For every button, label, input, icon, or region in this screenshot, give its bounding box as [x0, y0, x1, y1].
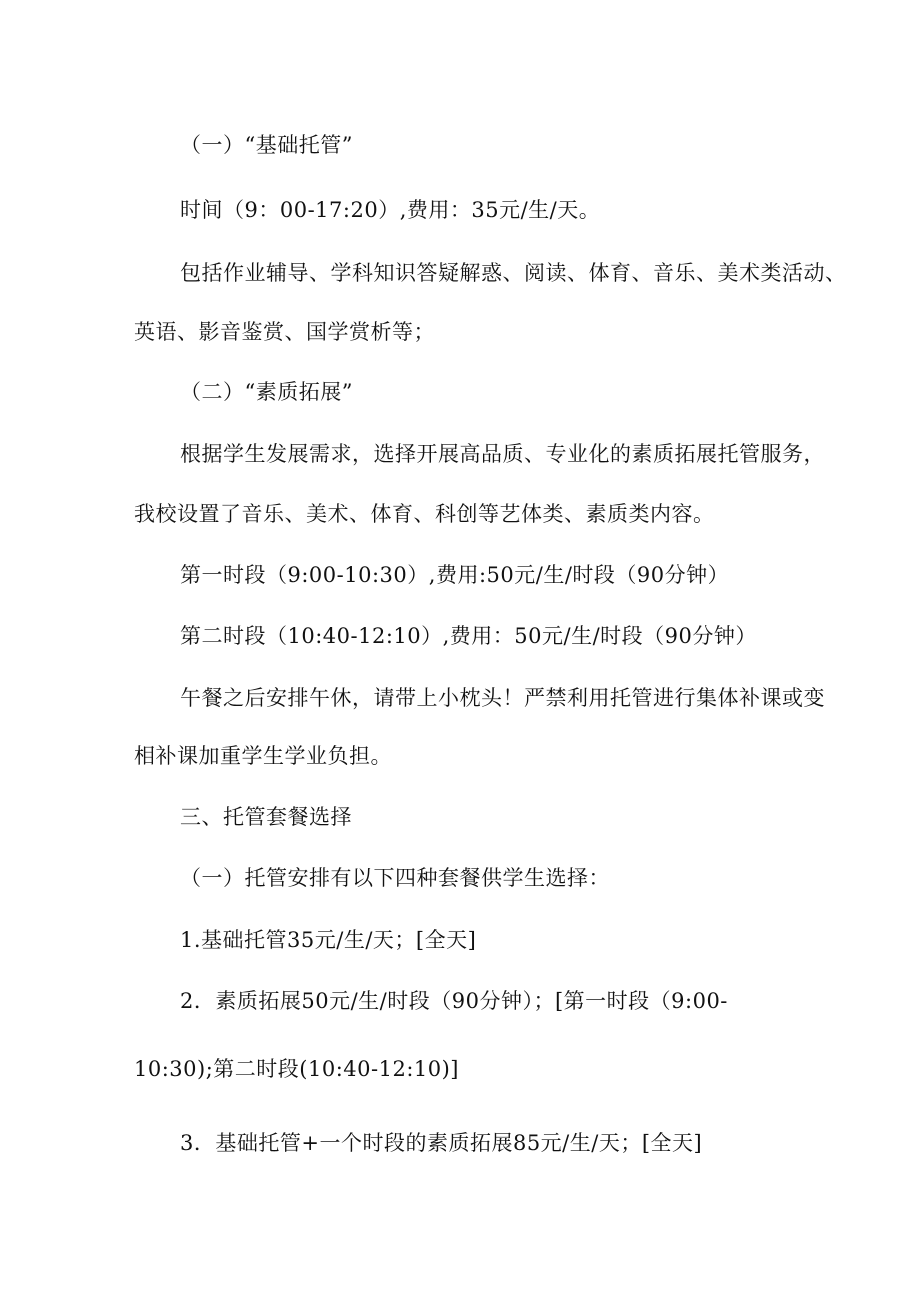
section1-content-line2: 英语、影音鉴赏、国学赏析等； [134, 320, 435, 344]
section2-content-line1: 根据学生发展需求，选择开展高品质、专业化的素质拓展托管服务， [180, 442, 825, 466]
package1-line: 1.基础托管35元/生/天；[全天] [180, 928, 477, 952]
notice-line1: 午餐之后安排午休，请带上小枕头！严禁利用托管进行集体补课或变 [180, 686, 825, 710]
section2-content-line2: 我校设置了音乐、美术、体育、科创等艺体类、素质类内容。 [134, 502, 715, 526]
package3-line: 3．基础托管+一个时段的素质拓展85元/生/天；[全天] [180, 1131, 703, 1155]
period2-line: 第二时段（10:40-12:10）,费用：50元/生/时段（90分钟） [180, 624, 757, 648]
period1-line: 第一时段（9:00-10:30）,费用:50元/生/时段（90分钟） [180, 563, 730, 587]
package2-line1: 2．素质拓展50元/生/时段（90分钟）；[第一时段（9:00- [180, 989, 728, 1013]
section2-heading: （二）“素质拓展” [180, 380, 353, 404]
notice-line2: 相补课加重学生学业负担。 [134, 744, 392, 768]
section3-intro: （一）托管安排有以下四种套餐供学生选择： [180, 866, 610, 890]
section1-content-line1: 包括作业辅导、学科知识答疑解惑、阅读、体育、音乐、美术类活动、 [180, 261, 847, 285]
package2-line2: 10:30);第二时段(10:40-12:10)] [134, 1057, 459, 1081]
section1-heading: （一）“基础托管” [180, 133, 353, 157]
section1-time: 时间（9：00-17:20）,费用：35元/生/天。 [180, 198, 601, 222]
section3-heading: 三、托管套餐选择 [180, 805, 352, 829]
